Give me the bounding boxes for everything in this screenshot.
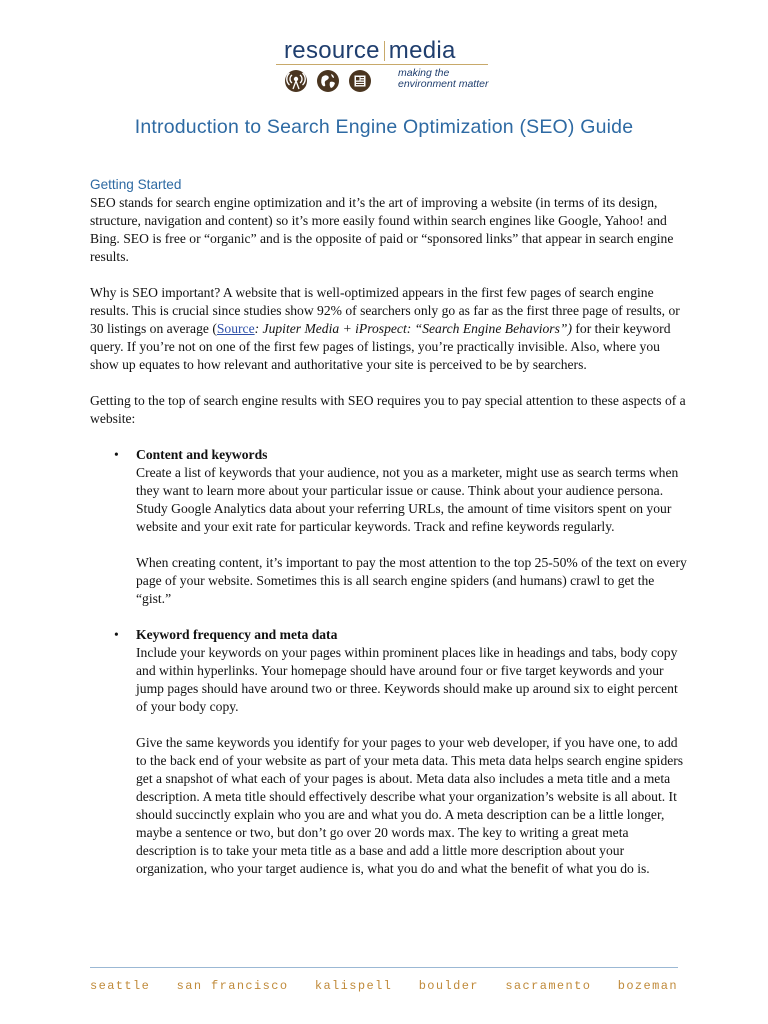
section-heading: Getting Started [90, 177, 182, 192]
logo-tagline [398, 68, 488, 90]
footer-city: sacramento [505, 979, 592, 993]
list-item [90, 626, 690, 878]
bullet-paragraph: Include your keywords on your pages within prominent places like in headings and tabs, body copy and within hyperlinks. Your homepage should have around four or five target keywords and your jump pages should have around two or three. Keywords should make up around six to eight percent of your body copy. [136, 645, 678, 714]
logo-icons [284, 69, 372, 95]
footer-city: bozeman [617, 979, 678, 993]
newspaper-icon [348, 69, 372, 93]
globe-icon [316, 69, 340, 93]
page-title: Introduction to Search Engine Optimization (SEO) Guide [134, 116, 634, 138]
footer-cities [90, 979, 678, 993]
footer-city: san francisco [176, 979, 289, 993]
paragraph-seo-definition: SEO stands for search engine optimization and it’s the art of improving a website (in terms of its design, structure, navigation and content) so it’s more easily found within search engines like Google, Yahoo! and Bing. SEO is free or “organic” and is the opposite of paid or “sponsored links” that appear in search engine results. [90, 195, 674, 264]
paragraph-text: Why is SEO important? A website that is well-optimized appears in the first few pages of search engine results. This is crucial since studies show 92% of searchers only go as far as the first three page of results, or 30 listings on average ( [90, 285, 680, 336]
resource-media-logo [276, 38, 496, 98]
logo-separator [384, 41, 385, 61]
bullet-paragraph: When creating content, it’s important to pay the most attention to the top 25-50% of the text on every page of your website. Sometimes this is all search engine spiders (and humans) crawl to get the “gist.” [136, 555, 687, 606]
aspects-list [90, 446, 690, 878]
tagline-line-1: making the [398, 67, 450, 79]
logo-wordmark [284, 38, 456, 64]
list-item [90, 446, 690, 608]
footer-divider [90, 967, 678, 968]
paragraph-aspects-intro: Getting to the top of search engine results with SEO requires you to pay special attention to these aspects of a website: [90, 393, 686, 426]
footer-city: boulder [418, 979, 479, 993]
paragraph-seo-importance [90, 284, 690, 374]
tagline-line-2: environment matter [398, 78, 489, 90]
paragraph-text: for their keyword query. If you’re not on one of the first few pages of listings, you’re practically invisible. Also, where you show up equates to how relevant and authoritative your site is perceived to be by searchers. [90, 321, 671, 372]
bullet-paragraph: Create a list of keywords that your audience, not you as a marketer, might use as search terms when they want to learn more about your particular issue or cause. Think about your audience persona. Study Google Analytics data about your referring URLs, the amount of time visitors spent on your website and your exit rate for particular keywords. Track and refine keywords regularly. [136, 465, 679, 534]
footer-city: seattle [90, 979, 151, 993]
logo-word-resource: resource [284, 37, 380, 64]
document-body [90, 176, 690, 896]
bullet-title: Keyword frequency and meta data [136, 627, 338, 642]
source-link[interactable]: Source [216, 321, 255, 336]
broadcast-icon [284, 69, 308, 93]
logo-rule [276, 64, 488, 65]
bullet-mark: • [114, 627, 119, 642]
bullet-paragraph: Give the same keywords you identify for your pages to your web developer, if you have one, to add to the back end of your website as part of your meta data. This meta data helps search engine spiders get a snapshot of what each of your pages is about. Meta data also includes a meta title and a meta description. A meta title should effectively describe what your organization’s website is all about. It should succinctly explain who you are and what you do. A meta description can be a little longer, maybe a sentence or two, but don’t go over 20 words max. The key to writing a great meta description is to take your meta title as a base and add a little more description about your organization, who your target audience is, what you do and what the benefit of what you do is. [136, 735, 684, 876]
source-citation: : Jupiter Media + iProspect: “Search Engine Behaviors”) [254, 321, 572, 336]
logo-word-media: media [388, 37, 456, 64]
bullet-mark: • [114, 447, 119, 462]
footer-city: kalispell [314, 979, 393, 993]
bullet-title: Content and keywords [136, 447, 268, 462]
